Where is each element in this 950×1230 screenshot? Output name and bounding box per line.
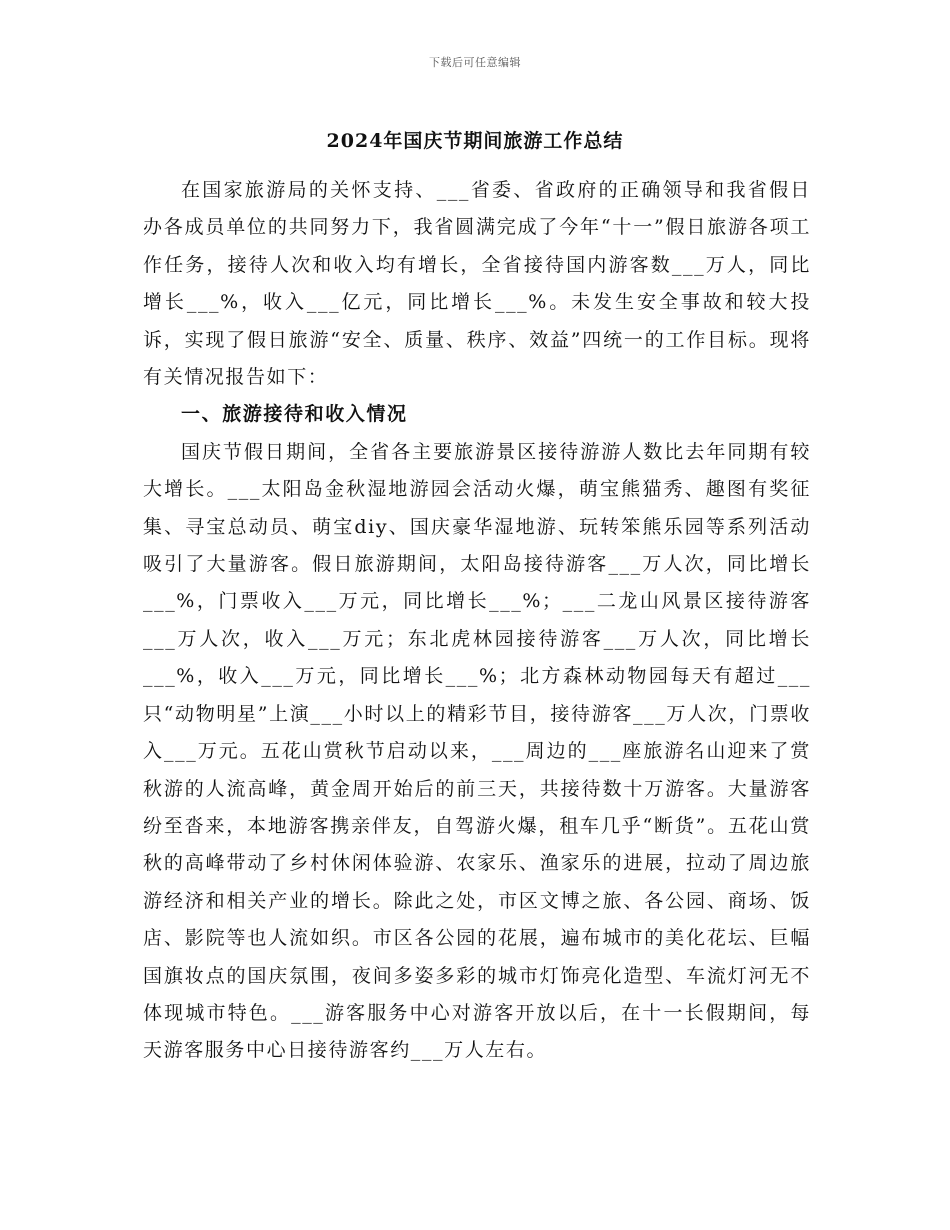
document-title: 2024年国庆节期间旅游工作总结	[326, 130, 624, 152]
intro-paragraph: 在国家旅游局的关怀支持、___省委、省政府的正确领导和我省假日办各成员单位的共同努力下，我省圆满完成了今年“十一”假日旅游各项工作任务，接待人次和收入均有增长，全省接待国内游客数___万人，同比增长___%，收入___亿元，同比增长___%。未发生安全事故和较大投诉，实现了假日旅游“安全、质量、秩序、效益”四统一的工作目标。现将有关情况报告如下：	[143, 179, 811, 389]
section-heading: 一、旅游接待和收入情况	[181, 403, 408, 426]
document-body	[143, 172, 811, 1070]
header-note: 下载后可任意编辑	[429, 56, 521, 69]
body-paragraph: 国庆节假日期间，全省各主要旅游景区接待游游人数比去年同期有较大增长。___太阳岛金秋湿地游园会活动火爆，萌宝熊猫秀、趣图有奖征集、寻宝总动员、萌宝diy、国庆豪华湿地游、玩转笨熊乐园等系列活动吸引了大量游客。假日旅游期间，太阳岛接待游客___万人次，同比增长___%，门票收入___万元，同比增长___%；___二龙山风景区接待游客___万人次，收入___万元；东北虎林园接待游客___万人次，同比增长___%，收入___万元，同比增长___%；北方森林动物园每天有超过___只“动物明星”上演___小时以上的精彩节目，接待游客___万人次，门票收入___万元。五花山赏秋节启动以来，___周边的___座旅游名山迎来了赏秋游的人流高峰，黄金周开始后的前三天，共接待数十万游客。大量游客纷至沓来，本地游客携亲伴友，自驾游火爆，租车几乎“断货”。五花山赏秋的高峰带动了乡村休闲体验游、农家乐、渔家乐的进展，拉动了周边旅游经济和相关产业的增长。除此之处，市区文博之旅、各公园、商场、饭店、影院等也人流如织。市区各公园的花展，遍布城市的美化花坛、巨幅国旗妆点的国庆氛围，夜间多姿多彩的城市灯饰亮化造型、车流灯河无不体现城市特色。___游客服务中心对游客开放以后，在十一长假期间，每天游客服务中心日接待游客约___万人左右。	[143, 440, 811, 1062]
